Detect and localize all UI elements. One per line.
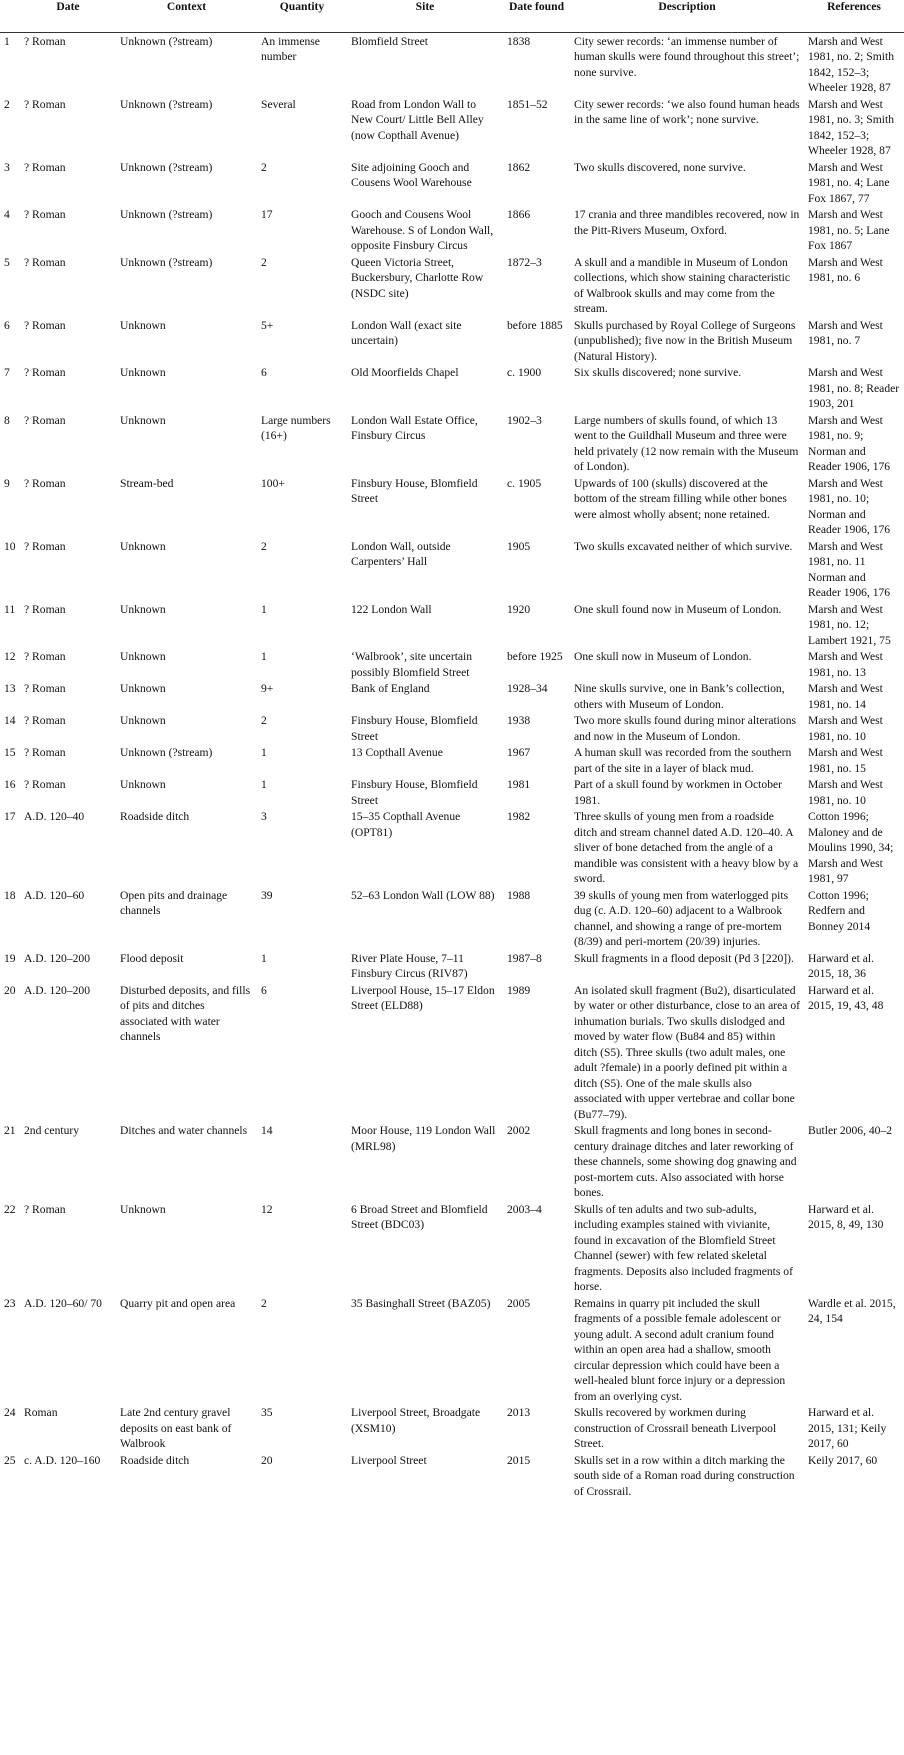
cell-description: Part of a skull found by workmen in October 1981. [574,778,783,807]
table-row [0,776,904,808]
cell-no: 24 [4,1406,16,1419]
cell-no: 22 [4,1202,16,1216]
cell-quantity: 35 [261,1406,273,1419]
table-row [0,744,904,776]
cell-context: Unknown [120,1202,166,1216]
cell-site: Liverpool House, 15–17 Eldon Street (ELD88) [351,983,495,1012]
cell-site: Finsbury House, Blomfield Street [351,778,478,807]
cell-site: 15–35 Copthall Avenue (OPT81) [351,810,461,839]
cell-date-found: 2002 [507,1124,531,1137]
cell-date-found: 2003–4 [507,1202,542,1216]
cell-date: A.D. 120–200 [24,951,91,965]
cell-quantity: 1 [261,650,267,663]
cell-no: 3 [4,160,10,174]
cell-quantity: 39 [261,888,273,902]
cell-description: Nine skulls survive, one in Bank’s collection, others with Museum of London. [574,682,785,711]
cell-references: Marsh and West 1981, no. 6 [808,255,883,284]
table-row [0,475,904,538]
table-row [0,1201,904,1295]
cell-description: Six skulls discovered; none survive. [574,366,742,379]
cell-quantity: 6 [261,983,267,997]
cell-date-found: before 1925 [507,650,563,663]
cell-quantity: Several [261,97,296,111]
cell-context: Unknown [120,650,166,663]
cell-date-found: 1905 [507,539,531,553]
cell-context: Unknown (?stream) [120,34,213,48]
cell-date-found: 1967 [507,746,531,759]
cell-references: Wardle et al. 2015, 24, 154 [808,1296,896,1325]
cell-no: 6 [4,318,10,332]
table-row [0,712,904,744]
cell-date-found: c. 1900 [507,366,542,379]
cell-description: Remains in quarry pit included the skull fragments of a possible female adolescent or young adult. A second adult cranium found within an open area had a shallow, smooth circular depression which could have been a well-healed blunt force injury or a depression from an overlying cyst. [574,1296,786,1403]
cell-date: Roman [24,1406,58,1419]
cell-quantity: 1 [261,602,267,616]
cell-description: Skulls purchased by Royal College of Surgeons (unpublished); five now in the British Museum (Natural History). [574,318,796,363]
cell-site: Blomfield Street [351,34,428,48]
cell-no: 18 [4,888,16,902]
table-row [0,808,904,887]
cell-date: ? Roman [24,318,66,332]
header-date-found: Date found [508,0,565,13]
table-row [0,96,904,159]
cell-date: ? Roman [24,602,66,616]
cell-date-found: 1902–3 [507,413,542,427]
cell-description: City sewer records: ‘an immense number of human skulls were found throughout this street’; none survive. [574,34,800,79]
cell-quantity: 14 [261,1124,273,1137]
table-row [0,32,904,96]
cell-description: An isolated skull fragment (Bu2), disarticulated by water or other disturbance, close to an area of inhumation burials. Two skulls dislodged and moved by water flow (Bu84 and 85) within ditch (S5). Three skulls (two adult males, one adult ?female) in a poorly defined pit within a ditch (S5). One of the male skulls also associated with upper vertebrae and collar bone (Bu77–79). [574,983,800,1121]
table-row [0,680,904,712]
cell-date: ? Roman [24,255,66,269]
cell-date: A.D. 120–60 [24,888,85,902]
cell-quantity: 2 [261,539,267,553]
header-site: Site [415,0,435,13]
cell-date-found: 1851–52 [507,97,548,111]
cell-no: 4 [4,208,10,221]
cell-description: Large numbers of skulls found, of which 13 went to the Guildhall Museum and three were held privately (12 now remain with the Museum of London). [574,413,799,473]
cell-site: Moor House, 119 London Wall (MRL98) [351,1124,496,1153]
cell-description: 17 crania and three mandibles recovered, now in the Pitt-Rivers Museum, Oxford. [574,208,800,237]
cell-context: Unknown [120,778,166,791]
cell-references: Harward et al. 2015, 18, 36 [808,951,874,980]
cell-date-found: 1872–3 [507,255,542,269]
cell-date-found: 1989 [507,983,531,997]
table-row [0,1122,904,1201]
cell-date: ? Roman [24,714,66,727]
table-row [0,1452,904,1500]
cell-context: Unknown [120,714,166,727]
cell-context: Unknown [120,413,166,427]
cell-context: Stream-bed [120,476,174,490]
cell-site: London Wall (exact site uncertain) [351,318,462,347]
cell-date: ? Roman [24,650,66,663]
table-row [0,601,904,649]
cell-description: Upwards of 100 (skulls) discovered at the bottom of the stream filling while other bones were almost wholly absent; none retained. [574,476,787,521]
table-row [0,1404,904,1452]
cell-site: Road from London Wall to New Court/ Little Bell Alley (now Copthall Avenue) [351,97,484,142]
cell-description: City sewer records: ‘we also found human heads in the same line of work’; none survive. [574,97,800,126]
cell-context: Unknown [120,318,166,332]
table-row [0,950,904,982]
cell-date-found: 1920 [507,602,531,616]
cell-no: 11 [4,602,16,616]
cell-date: ? Roman [24,366,66,379]
cell-references: Marsh and West 1981, no. 7 [808,318,883,347]
cell-references: Marsh and West 1981, no. 12; Lambert 1921, 75 [808,602,891,647]
cell-no: 2 [4,97,10,111]
cell-site: Gooch and Cousens Wool Warehouse. S of London Wall, opposite Finsbury Circus [351,208,494,252]
cell-site: Bank of England [351,682,430,695]
header-no [0,0,20,32]
table-header-row [0,0,904,32]
cell-site: Liverpool Street [351,1453,427,1467]
cell-context: Quarry pit and open area [120,1296,236,1310]
cell-context: Unknown [120,539,166,553]
cell-references: Marsh and West 1981, no. 10 [808,714,883,743]
cell-date-found: 2005 [507,1296,531,1310]
cell-context: Unknown (?stream) [120,208,213,221]
cell-context: Flood deposit [120,951,184,965]
header-context: Context [166,0,207,13]
cell-references: Marsh and West 1981, no. 5; Lane Fox 1867 [808,208,890,252]
cell-site: 6 Broad Street and Blomfield Street (BDC03) [351,1202,488,1231]
cell-quantity: 20 [261,1453,273,1467]
cell-quantity: 100+ [261,476,285,490]
cell-date: ? Roman [24,1202,66,1216]
table-row [0,317,904,365]
cell-site: ‘Walbrook’, site uncertain possibly Blomfield Street [351,650,473,679]
cell-references: Marsh and West 1981, no. 10 [808,778,883,807]
cell-references: Harward et al. 2015, 19, 43, 48 [808,983,884,1012]
cell-site: 13 Copthall Avenue [351,746,443,759]
cell-date: ? Roman [24,97,66,111]
cell-quantity: 12 [261,1202,273,1216]
header-quantity: Quantity [279,0,325,13]
cell-no: 7 [4,366,10,379]
cell-date: ? Roman [24,476,66,490]
cell-references: Marsh and West 1981, no. 4; Lane Fox 1867, 77 [808,160,890,205]
cell-description: Two skulls discovered, none survive. [574,160,746,174]
cell-references: Cotton 1996; Maloney and de Moulins 1990, 34; Marsh and West 1981, 97 [808,810,894,885]
table-row [0,887,904,950]
cell-context: Unknown (?stream) [120,255,213,269]
cell-date: ? Roman [24,778,66,791]
cell-context: Unknown (?stream) [120,746,213,759]
cell-date: A.D. 120–200 [24,983,91,997]
cell-site: Finsbury House, Blomfield Street [351,714,478,743]
table-row [0,364,904,412]
cell-site: London Wall Estate Office, Finsbury Circus [351,413,478,442]
cell-context: Late 2nd century gravel deposits on east bank of Walbrook [120,1406,232,1450]
cell-description: Skull fragments and long bones in second-century drainage ditches and later reworking of these channels, some showing dog gnawing and post-mortem cuts. Also associated with horse bones. [574,1124,797,1199]
cell-date-found: 1982 [507,810,531,823]
cell-references: Butler 2006, 40–2 [808,1124,893,1137]
cell-description: A skull and a mandible in Museum of London collections, which show staining characteristic of Walbrook skulls and may come from the stream. [574,255,791,315]
cell-date-found: 2015 [507,1453,531,1467]
table-row [0,412,904,475]
cell-references: Marsh and West 1981, no. 3; Smith 1842, 152–3; Wheeler 1928, 87 [808,97,894,157]
cell-date: ? Roman [24,682,66,695]
cell-references: Harward et al. 2015, 8, 49, 130 [808,1202,884,1231]
cell-description: One skull now in Museum of London. [574,650,752,663]
cell-context: Disturbed deposits, and fills of pits and ditches associated with water channels [120,983,251,1043]
cell-quantity: 17 [261,208,273,221]
cell-date-found: 1987–8 [507,951,542,965]
cell-date: ? Roman [24,208,66,221]
cell-context: Roadside ditch [120,1453,190,1467]
cell-date: ? Roman [24,160,66,174]
cell-no: 23 [4,1296,16,1310]
header-references: References [827,0,881,13]
cell-description: Two skulls excavated neither of which survive. [574,539,793,553]
cell-quantity: 9+ [261,682,274,695]
cell-date: ? Roman [24,746,66,759]
table-row [0,648,904,680]
cell-date: ? Roman [24,539,66,553]
cell-site: Old Moorfields Chapel [351,366,459,379]
cell-date-found: before 1885 [507,318,563,332]
cell-references: Keily 2017, 60 [808,1453,878,1467]
cell-description: A human skull was recorded from the southern part of the site in a layer of black mud. [574,746,792,775]
cell-no: 16 [4,778,16,791]
cell-quantity: Large numbers (16+) [261,413,331,442]
table-row [0,254,904,317]
cell-quantity: 2 [261,1296,267,1310]
cell-description: Skulls set in a row within a ditch marking the south side of a Roman road during construction of Crossrail. [574,1453,795,1498]
cell-context: Unknown (?stream) [120,160,213,174]
cell-context: Ditches and water channels [120,1124,248,1137]
cell-references: Marsh and West 1981, no. 11 Norman and Reader 1906, 176 [808,539,891,599]
cell-context: Open pits and drainage channels [120,888,228,917]
header-description: Description [658,0,716,13]
table-row [0,1295,904,1405]
cell-references: Marsh and West 1981, no. 15 [808,746,883,775]
cell-site: Site adjoining Gooch and Cousens Wool Warehouse [351,160,472,189]
cell-site: Finsbury House, Blomfield Street [351,476,478,505]
table-row [0,206,904,254]
cell-quantity: 2 [261,714,267,727]
cell-references: Marsh and West 1981, no. 8; Reader 1903, 201 [808,366,900,410]
cell-quantity: An immense number [261,34,320,63]
cell-quantity: 2 [261,255,267,269]
cell-site: 52–63 London Wall (LOW 88) [351,888,495,902]
cell-references: Marsh and West 1981, no. 2; Smith 1842, 152–3; Wheeler 1928, 87 [808,34,894,94]
cell-date-found: 1862 [507,160,531,174]
cell-no: 1 [4,34,10,48]
table-row [0,538,904,601]
cell-date: 2nd century [24,1124,80,1137]
cell-date-found: 1988 [507,888,531,902]
cell-no: 9 [4,476,10,490]
cell-site: Liverpool Street, Broadgate (XSM10) [351,1406,481,1435]
cell-description: Three skulls of young men from a roadside ditch and stream channel dated A.D. 120–40. A sliver of bone detached from the angle of a mandible was consistent with a heavy blow by a sword. [574,810,799,885]
cell-context: Roadside ditch [120,810,190,823]
table-row [0,159,904,207]
cell-no: 25 [4,1453,16,1467]
cell-date-found: 2013 [507,1406,531,1419]
cell-references: Marsh and West 1981, no. 9; Norman and Reader 1906, 176 [808,413,891,473]
cell-no: 14 [4,714,16,727]
cell-quantity: 1 [261,778,267,791]
cell-description: Two more skulls found during minor alterations and now in the Museum of London. [574,714,797,743]
cell-context: Unknown [120,682,166,695]
cell-no: 21 [4,1124,16,1137]
cell-date: A.D. 120–60/ 70 [24,1296,102,1310]
cell-date: A.D. 120–40 [24,810,85,823]
cell-quantity: 2 [261,160,267,174]
cell-date: ? Roman [24,413,66,427]
cell-no: 12 [4,650,16,663]
cell-site: Queen Victoria Street, Buckersbury, Charlotte Row (NSDC site) [351,255,484,300]
cell-site: 35 Basinghall Street (BAZ05) [351,1296,491,1310]
cell-no: 13 [4,682,16,695]
cell-site: London Wall, outside Carpenters’ Hall [351,539,451,568]
header-date: Date [56,0,80,13]
cell-no: 5 [4,255,10,269]
cell-date: c. A.D. 120–160 [24,1453,101,1467]
cell-site: River Plate House, 7–11 Finsbury Circus (RIV87) [351,951,468,980]
cell-context: Unknown (?stream) [120,97,213,111]
cell-no: 15 [4,746,16,759]
cell-date-found: 1928–34 [507,682,548,695]
cell-site: 122 London Wall [351,602,432,616]
cell-description: 39 skulls of young men from waterlogged pits dug (c. A.D. 120–60) adjacent to a Walbrook channel, and showing a range of pre-mortem (8/39) and peri-mortem (20/39) injuries. [574,888,789,948]
cell-date-found: 1981 [507,778,531,791]
cell-date-found: 1838 [507,34,531,48]
cell-description: Skulls recovered by workmen during construction of Crossrail beneath Liverpool Street. [574,1406,777,1450]
cell-date-found: 1866 [507,208,531,221]
cell-description: Skull fragments in a flood deposit (Pd 3 [220]). [574,951,794,965]
cell-quantity: 1 [261,746,267,759]
cell-no: 19 [4,951,16,965]
cell-references: Cotton 1996; Redfern and Bonney 2014 [808,888,871,933]
cell-quantity: 1 [261,951,267,965]
cell-no: 17 [4,810,16,823]
cell-context: Unknown [120,602,166,616]
cell-quantity: 5+ [261,318,274,332]
cell-description: Skulls of ten adults and two sub-adults, including examples stained with vivianite, found in excavation of the Blomfield Street Channel (sewer) with few related skeletal fragments. Deposits also included fragments of horse. [574,1202,793,1293]
cell-references: Marsh and West 1981, no. 14 [808,682,883,711]
cell-context: Unknown [120,366,166,379]
cell-quantity: 6 [261,366,267,379]
cell-date: ? Roman [24,34,66,48]
cell-description: One skull found now in Museum of London. [574,602,782,616]
cell-date-found: c. 1905 [507,476,542,490]
cell-no: 8 [4,413,10,427]
cell-no: 20 [4,983,16,997]
cell-references: Harward et al. 2015, 131; Keily 2017, 60 [808,1406,887,1450]
cell-no: 10 [4,539,16,553]
cell-references: Marsh and West 1981, no. 13 [808,650,883,679]
table-row [0,982,904,1123]
cell-date-found: 1938 [507,714,531,727]
cell-quantity: 3 [261,810,267,823]
cell-references: Marsh and West 1981, no. 10; Norman and Reader 1906, 176 [808,476,891,536]
